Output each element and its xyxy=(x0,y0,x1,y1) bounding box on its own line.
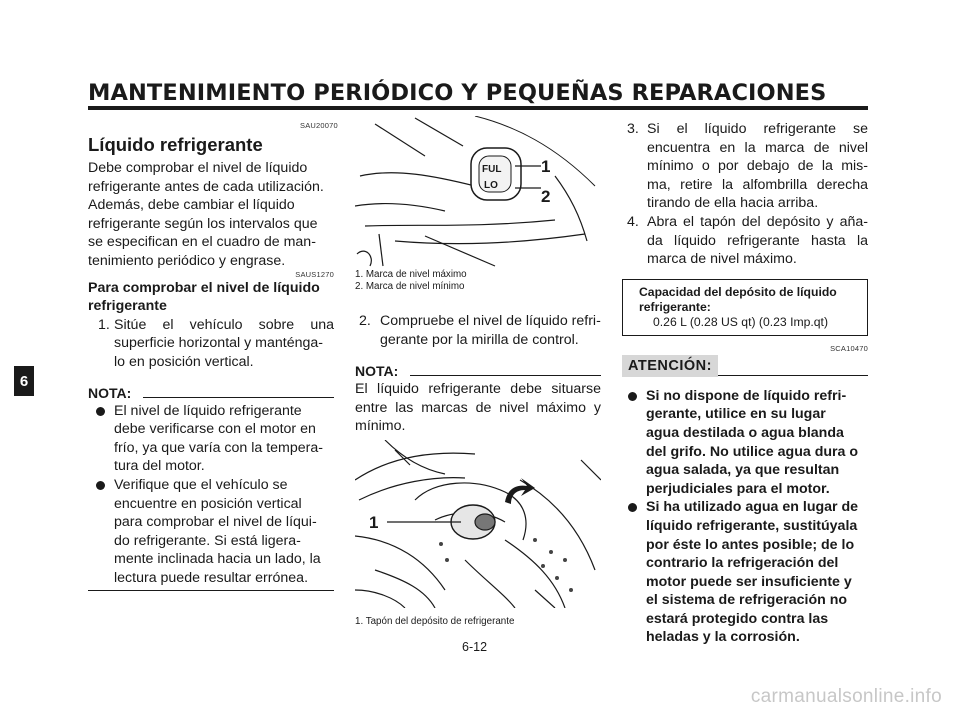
section-code: SAU20070 xyxy=(300,121,338,130)
caution-bullet xyxy=(622,387,868,499)
step-1 xyxy=(88,316,334,372)
step-line: lo en posición vertical. xyxy=(114,353,254,370)
figure-caption: 1. Tapón del depósito de refrigerante xyxy=(355,616,515,627)
note-line: tura del motor. xyxy=(114,458,205,475)
note-rule xyxy=(143,397,334,398)
spec-value: 0.26 L (0.28 US qt) (0.23 Imp.qt) xyxy=(653,314,828,329)
subsection-title: Para comprobar el nivel de líquido xyxy=(88,279,320,296)
caution-line: Si no dispone de líquido refri- xyxy=(646,387,847,404)
callout-1: 1 xyxy=(369,513,379,532)
caution-line: gerante, utilice en su lugar xyxy=(646,406,826,423)
step-line: Compruebe el nivel de líquido refri- xyxy=(380,313,601,329)
spec-label: Capacidad del depósito de líquido xyxy=(639,284,837,299)
intro-line: se especifican en el cuadro de man- xyxy=(88,234,316,251)
step-3 xyxy=(622,120,868,213)
figure-sight-glass xyxy=(355,116,601,268)
intro-line: refrigerante antes de cada utilización. xyxy=(88,178,324,195)
note-heading xyxy=(355,362,601,380)
note-line: El líquido refrigerante debe situarse xyxy=(355,381,601,398)
bullet-dot xyxy=(628,503,637,512)
step-line: marca de nivel máximo. xyxy=(647,251,797,268)
step-number: 1. xyxy=(98,316,110,333)
caution-line: motor puede ser insuficiente y xyxy=(646,573,852,590)
section-title: Líquido refrigerante xyxy=(88,134,263,155)
note-line: lectura puede resultar errónea. xyxy=(114,569,309,586)
note-line: frío, ya que varía con la tempera- xyxy=(114,439,323,456)
page-number: 6-12 xyxy=(462,640,488,654)
step-4 xyxy=(622,213,868,269)
column-1 xyxy=(88,134,334,591)
caution-line: el sistema de refrigeración no xyxy=(646,592,848,609)
caution-heading xyxy=(622,355,868,381)
callout-1: 1 xyxy=(541,157,551,176)
step-number: 3. xyxy=(627,121,639,137)
caution-line: agua destilada o agua blanda xyxy=(646,424,844,441)
caution-code: SCA10470 xyxy=(830,343,868,353)
figure-caption: 1. Marca de nivel máximo xyxy=(355,269,467,280)
intro-line: refrigerante según los intervalos que xyxy=(88,215,318,232)
caution-line: heladas y la corrosión. xyxy=(646,629,800,646)
callout-2: 2 xyxy=(541,187,551,206)
caution-line: perjudiciales para el motor. xyxy=(646,480,830,497)
note-line: para comprobar el nivel de líqui- xyxy=(114,514,317,531)
note-line: debe verificarse con el motor en xyxy=(114,421,316,438)
reservoir-illustration xyxy=(355,440,601,608)
step-line: tirando de ella hacia arriba. xyxy=(647,195,819,212)
step-line: da líquido refrigerante hasta la xyxy=(647,232,868,249)
step-line: Sitúe el vehículo sobre una xyxy=(114,316,334,333)
note-line: encuentre en posición vertical xyxy=(114,495,302,512)
figure-reservoir-cap xyxy=(355,440,601,608)
caution-line: del grifo. No utilice agua dura o xyxy=(646,443,859,460)
note-rule xyxy=(410,375,601,376)
note-line: Verifique que el vehículo se xyxy=(114,476,288,493)
chapter-tab: 6 xyxy=(14,366,34,396)
caution-line: Si ha utilizado agua en lugar de xyxy=(646,499,859,516)
subsection-title: refrigerante xyxy=(88,298,167,315)
note-line: El nivel de líquido refrigerante xyxy=(114,402,302,419)
caution-line: agua salada, ya que resultan xyxy=(646,462,840,479)
step-line: ma, retire la alfombrilla derecha xyxy=(647,176,868,193)
note-heading xyxy=(88,384,334,402)
sight-glass-illustration xyxy=(355,116,601,268)
step-line: gerante por la mirilla de control. xyxy=(380,331,579,348)
sight-low-mark: LO xyxy=(484,180,498,191)
step-line: Si el líquido refrigerante se xyxy=(647,121,868,137)
intro-line: tenimiento periódico y engrase. xyxy=(88,252,286,269)
step-line: mínimo o por debajo de la mis- xyxy=(647,158,868,175)
sight-full-mark: FUL xyxy=(482,164,502,175)
note-bullet xyxy=(88,476,334,588)
bullet-dot xyxy=(96,407,105,416)
note-label: NOTA: xyxy=(88,384,132,401)
column-3 xyxy=(622,120,868,647)
header-rule xyxy=(88,106,868,110)
caution-rule xyxy=(718,375,868,376)
spec-label: refrigerante: xyxy=(639,299,711,314)
bullet-dot xyxy=(96,481,105,490)
caution-bullet xyxy=(622,498,868,647)
note-line: mínimo. xyxy=(355,418,406,435)
note-bullet xyxy=(88,402,334,476)
step-2 xyxy=(355,312,601,349)
caution-label: ATENCIÓN: xyxy=(622,355,718,377)
bullet-dot xyxy=(628,392,637,401)
watermark-text: carmanualsonline.info xyxy=(750,686,942,707)
note-line: entre las marcas de nivel máximo y xyxy=(355,399,601,416)
capacity-spec-box xyxy=(622,279,868,336)
step-line: encuentra en la marca de nivel xyxy=(647,139,868,156)
figure-caption: 2. Marca de nivel mínimo xyxy=(355,281,465,292)
intro-line: Debe comprobar el nivel de líquido xyxy=(88,160,308,176)
intro-line: Además, debe cambiar el líquido xyxy=(88,197,295,214)
caution-line: estará protegido contra las xyxy=(646,610,829,627)
step-number: 2. xyxy=(359,313,371,329)
step-line: superficie horizontal y manténga- xyxy=(114,335,323,352)
note-label: NOTA: xyxy=(355,363,399,380)
subsection-code: SAUS1270 xyxy=(295,269,334,279)
caution-line: líquido refrigerante, sustitúyala xyxy=(646,517,858,534)
note-line: do refrigerante. Si está ligera- xyxy=(114,532,301,549)
caution-line: contrario la refrigeración del xyxy=(646,555,839,572)
note-end-rule xyxy=(88,590,334,591)
caution-line: por éste lo antes posible; de lo xyxy=(646,536,855,553)
page-header-title: MANTENIMIENTO PERIÓDICO Y PEQUEÑAS REPARACIONES xyxy=(88,80,827,106)
note-line: mente inclinada hacia un lado, la xyxy=(114,551,321,568)
step-number: 4. xyxy=(627,213,639,230)
step-line: Abra el tapón del depósito y aña- xyxy=(647,213,868,230)
column-2 xyxy=(355,312,601,443)
